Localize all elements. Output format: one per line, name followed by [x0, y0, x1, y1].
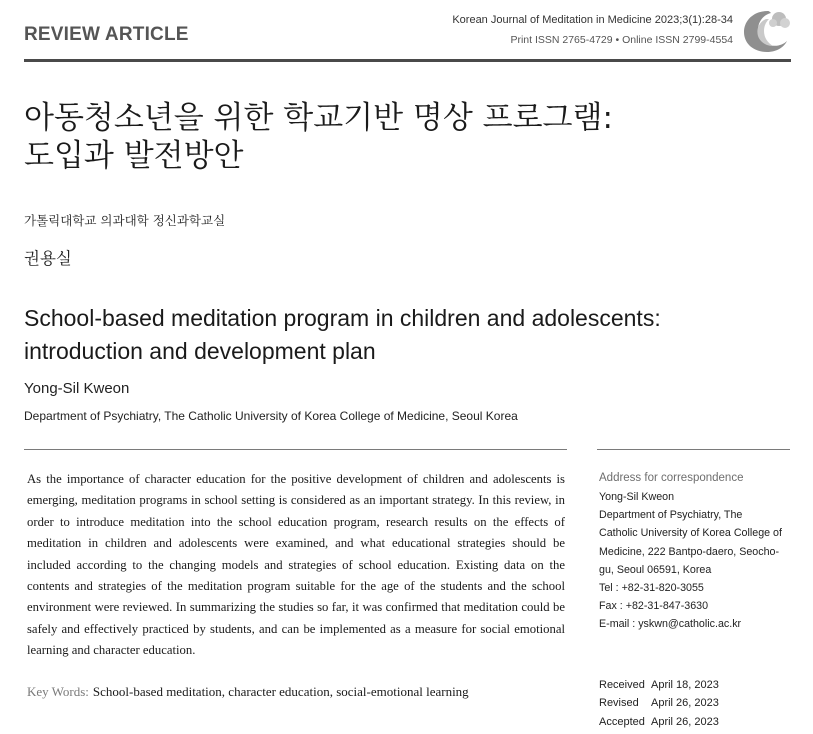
- header-rule: [24, 59, 791, 62]
- date-revised: [599, 694, 719, 712]
- korean-affiliation: 가톨릭대학교 의과대학 정신과학교실: [24, 213, 226, 228]
- correspondence-email: E-mail : yskwn@catholic.ac.kr: [599, 618, 742, 631]
- correspondence-line: gu, Seoul 06591, Korea: [599, 563, 712, 576]
- date-accepted: [599, 713, 719, 731]
- correspondence-line: Yong-Sil Kweon: [599, 491, 675, 503]
- english-title: [24, 302, 661, 368]
- correspondence-heading: Address for correspondence: [599, 472, 744, 484]
- abstract-top-rule: [24, 449, 567, 450]
- date-label: Revised: [599, 697, 639, 710]
- korean-author: 권용실: [24, 249, 72, 268]
- issn-line: Print ISSN 2765-4729 • Online ISSN 2799-4554: [510, 34, 733, 46]
- sidebar-top-rule: [597, 449, 790, 450]
- abstract-text: As the importance of character education for the positive development of children and adolescents is emerging, meditation programs in school setting is considered as an important strategy. In this review, in order to introduce meditation into the school education program, research results on the effects of meditation in children and adolescents were examined, and what educational strategies should be included according to the changing models and strategies of school education. Existing data on the contents and strategies of the meditation program suitable for the age of the students and the school environment were reviewed. In summarizing the studies so far, it was confirmed that meditation could be safely and effectively practiced by students, and can be implemented as a measure for social emotional learning and character education.: [27, 472, 565, 658]
- date-value: April 26, 2023: [651, 697, 719, 710]
- date-value: April 18, 2023: [651, 679, 719, 692]
- article-dates: [599, 676, 719, 731]
- correspondence-tel: Tel : +82-31-820-3055: [599, 582, 704, 595]
- keywords-label: Key Words:: [27, 684, 89, 699]
- correspondence-block: [599, 472, 791, 634]
- korean-title-line-2: 도입과 발전방안: [24, 137, 244, 174]
- english-title-line-2: introduction and development plan: [24, 337, 376, 364]
- correspondence-fax: Fax : +82-31-847-3630: [599, 600, 709, 613]
- article-type-label: REVIEW ARTICLE: [24, 24, 189, 45]
- korean-title-line-1: 아동청소년을 위한 학교기반 명상 프로그램:: [24, 100, 613, 136]
- english-author: Yong-Sil Kweon: [24, 380, 130, 397]
- journal-logo-icon: [741, 8, 793, 54]
- english-affiliation: Department of Psychiatry, The Catholic University of Korea College of Medicine, Seoul Korea: [24, 409, 518, 423]
- keywords-text: School-based meditation, character education, social-emotional learning: [92, 684, 469, 699]
- korean-title: [24, 100, 613, 175]
- english-title-line-1: School-based meditation program in children and adolescents:: [24, 305, 661, 331]
- date-label: Accepted: [599, 715, 645, 728]
- correspondence-line: Catholic University of Korea College of: [599, 527, 782, 540]
- correspondence-line: Medicine, 222 Bantpo-daero, Seocho-: [599, 545, 780, 558]
- journal-citation: Korean Journal of Meditation in Medicine 2023;3(1):28-34: [452, 14, 733, 26]
- date-value: April 26, 2023: [651, 715, 719, 728]
- keywords: [27, 684, 469, 700]
- correspondence-line: Department of Psychiatry, The: [599, 509, 743, 522]
- date-label: Received: [599, 679, 645, 692]
- date-received: [599, 676, 719, 694]
